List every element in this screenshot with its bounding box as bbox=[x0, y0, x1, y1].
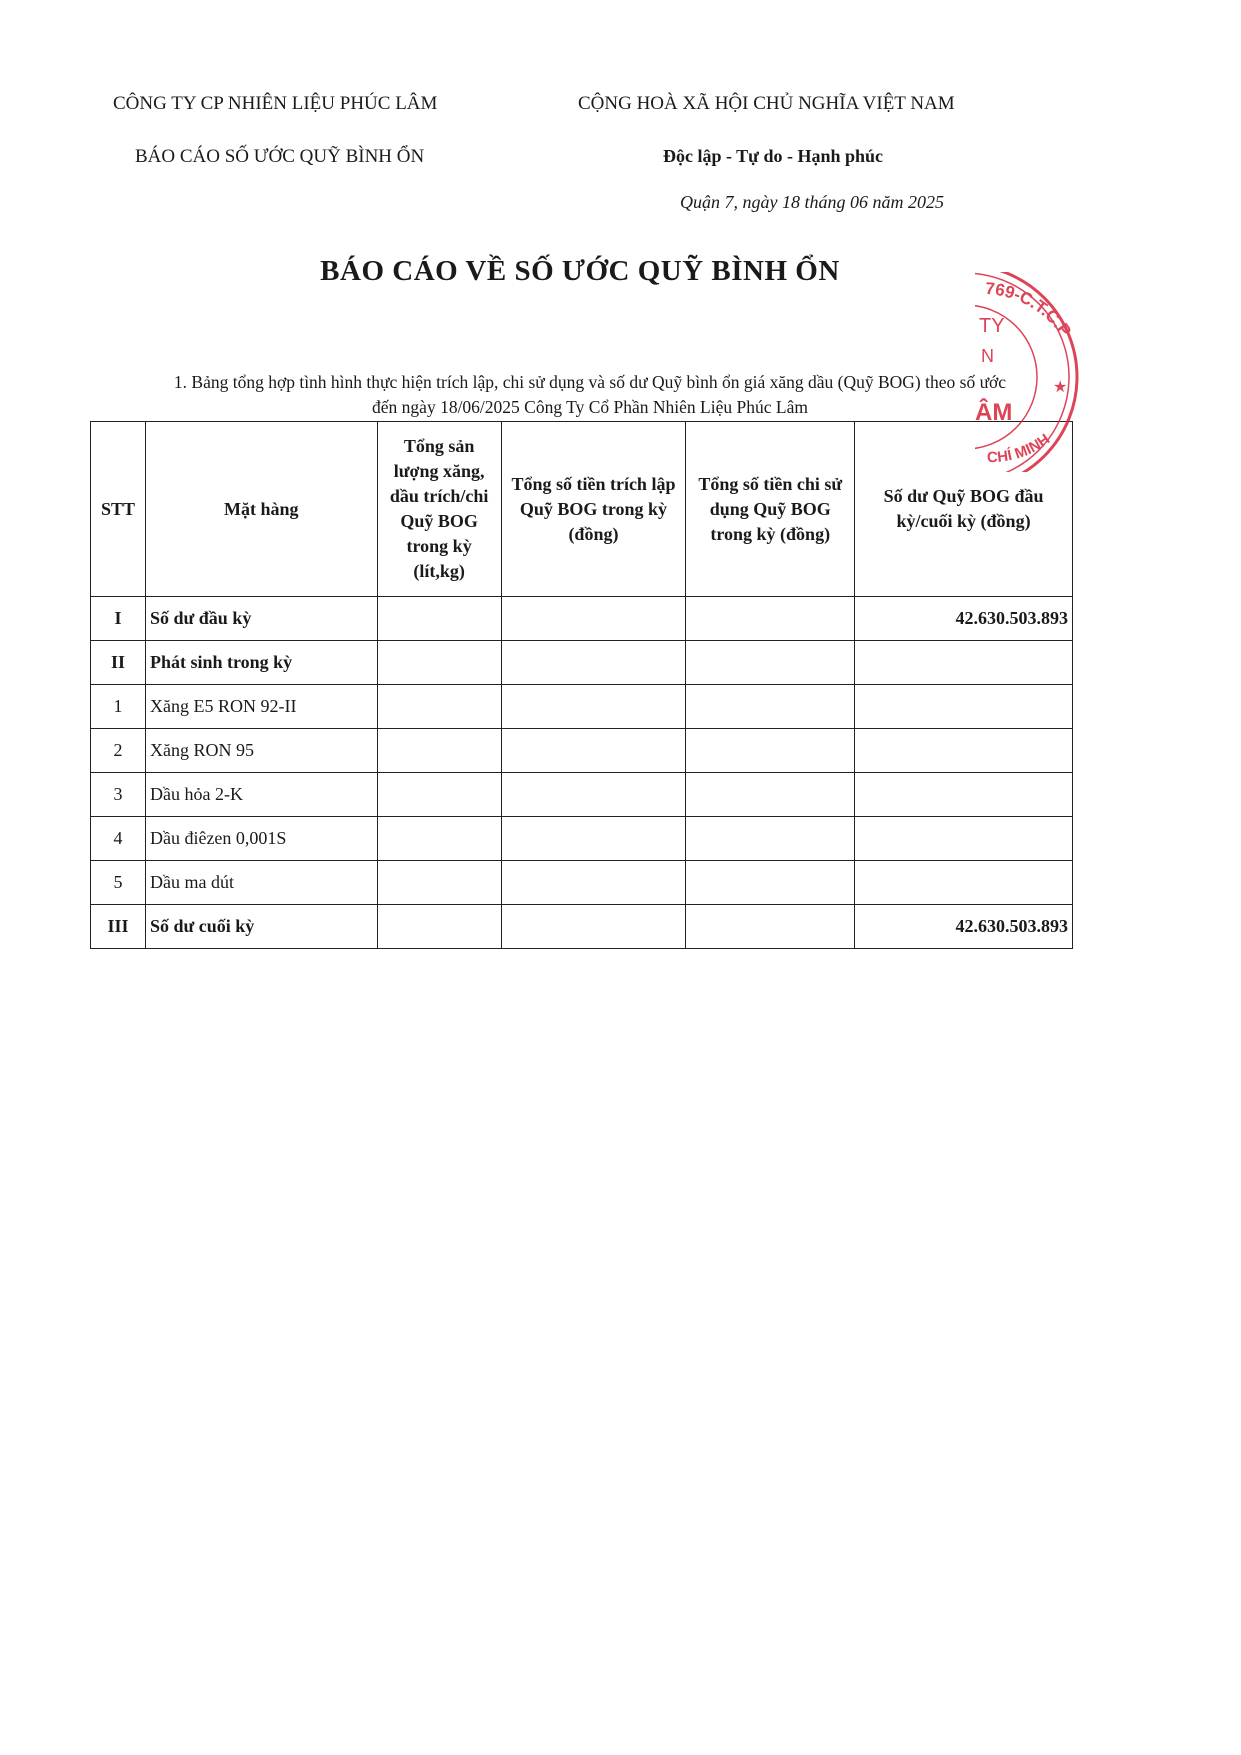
cell-used bbox=[686, 641, 855, 685]
seal-arc-bottom: CHÍ MINH bbox=[986, 430, 1054, 467]
cell-item: Xăng RON 95 bbox=[145, 729, 377, 773]
cell-balance bbox=[855, 861, 1073, 905]
table-row bbox=[91, 773, 1073, 817]
report-department: BÁO CÁO SỐ ƯỚC QUỸ BÌNH ỔN bbox=[135, 146, 425, 167]
cell-stt: II bbox=[91, 641, 146, 685]
table-header-row bbox=[91, 422, 1073, 597]
cell-used bbox=[686, 685, 855, 729]
table-row bbox=[91, 817, 1073, 861]
cell-used bbox=[686, 729, 855, 773]
table-row bbox=[91, 861, 1073, 905]
col-header-item: Mặt hàng bbox=[145, 422, 377, 597]
cell-used bbox=[686, 597, 855, 641]
cell-item: Dầu ma dút bbox=[145, 861, 377, 905]
intro-line-1: 1. Bảng tổng hợp tình hình thực hiện trích lập, chi sử dụng và số dư Quỹ bình ổn giá xăng dầu (Quỹ BOG) theo số ước bbox=[173, 372, 1007, 392]
cell-stt: 2 bbox=[91, 729, 146, 773]
bog-fund-table bbox=[90, 421, 1073, 949]
col-header-allocated: Tổng số tiền trích lập Quỹ BOG trong kỳ (đồng) bbox=[501, 422, 686, 597]
cell-balance bbox=[855, 817, 1073, 861]
cell-used bbox=[686, 773, 855, 817]
cell-stt: III bbox=[91, 905, 146, 949]
intro-line-2: đến ngày 18/06/2025 Công Ty Cổ Phần Nhiên Liệu Phúc Lâm bbox=[372, 397, 808, 417]
cell-allocated bbox=[501, 817, 686, 861]
cell-volume bbox=[377, 641, 501, 685]
intro-paragraph bbox=[90, 370, 1090, 420]
cell-volume bbox=[377, 685, 501, 729]
cell-allocated bbox=[501, 905, 686, 949]
seal-text-line-1: TY bbox=[979, 315, 1005, 337]
cell-volume bbox=[377, 773, 501, 817]
cell-balance bbox=[855, 641, 1073, 685]
cell-used bbox=[686, 817, 855, 861]
col-header-balance: Số dư Quỹ BOG đầu kỳ/cuối kỳ (đồng) bbox=[855, 422, 1073, 597]
col-header-volume: Tổng sản lượng xăng, dầu trích/chi Quỹ BOG trong kỳ (lít,kg) bbox=[377, 422, 501, 597]
table-row bbox=[91, 641, 1073, 685]
cell-volume bbox=[377, 729, 501, 773]
cell-stt: I bbox=[91, 597, 146, 641]
cell-item: Số dư cuối kỳ bbox=[145, 905, 377, 949]
cell-allocated bbox=[501, 597, 686, 641]
col-header-used: Tổng số tiền chi sử dụng Quỹ BOG trong kỳ (đồng) bbox=[686, 422, 855, 597]
cell-balance bbox=[855, 773, 1073, 817]
cell-volume bbox=[377, 817, 501, 861]
cell-volume bbox=[377, 861, 501, 905]
table-row bbox=[91, 685, 1073, 729]
table-row bbox=[91, 729, 1073, 773]
document-title: BÁO CÁO VỀ SỐ ƯỚC QUỸ BÌNH ỔN bbox=[320, 255, 840, 287]
cell-stt: 3 bbox=[91, 773, 146, 817]
cell-volume bbox=[377, 597, 501, 641]
cell-volume bbox=[377, 905, 501, 949]
table-row bbox=[91, 597, 1073, 641]
cell-item: Dầu điêzen 0,001S bbox=[145, 817, 377, 861]
cell-balance bbox=[855, 685, 1073, 729]
cell-used bbox=[686, 861, 855, 905]
cell-balance: 42.630.503.893 bbox=[855, 905, 1073, 949]
seal-text-line-2: N bbox=[981, 346, 994, 366]
cell-stt: 5 bbox=[91, 861, 146, 905]
cell-allocated bbox=[501, 685, 686, 729]
national-motto: Độc lập - Tự do - Hạnh phúc bbox=[663, 146, 884, 166]
seal-text-line-3: ÂM bbox=[975, 399, 1013, 426]
company-name: CÔNG TY CP NHIÊN LIỆU PHÚC LÂM bbox=[113, 93, 438, 114]
cell-used bbox=[686, 905, 855, 949]
cell-item: Phát sinh trong kỳ bbox=[145, 641, 377, 685]
country-name: CỘNG HOÀ XÃ HỘI CHỦ NGHĨA VIỆT NAM bbox=[578, 93, 955, 114]
cell-balance bbox=[855, 729, 1073, 773]
cell-item: Dầu hỏa 2-K bbox=[145, 773, 377, 817]
cell-allocated bbox=[501, 729, 686, 773]
cell-allocated bbox=[501, 773, 686, 817]
cell-allocated bbox=[501, 641, 686, 685]
seal-star-icon: ★ bbox=[1053, 377, 1068, 396]
col-header-stt: STT bbox=[91, 422, 146, 597]
company-seal bbox=[975, 272, 1095, 472]
cell-allocated bbox=[501, 861, 686, 905]
report-date: Quận 7, ngày 18 tháng 06 năm 2025 bbox=[680, 192, 944, 212]
seal-arc-top: 769-C.T.C.P bbox=[984, 278, 1075, 341]
cell-item: Số dư đầu kỳ bbox=[145, 597, 377, 641]
cell-item: Xăng E5 RON 92-II bbox=[145, 685, 377, 729]
cell-balance: 42.630.503.893 bbox=[855, 597, 1073, 641]
cell-stt: 4 bbox=[91, 817, 146, 861]
table-row bbox=[91, 905, 1073, 949]
cell-stt: 1 bbox=[91, 685, 146, 729]
